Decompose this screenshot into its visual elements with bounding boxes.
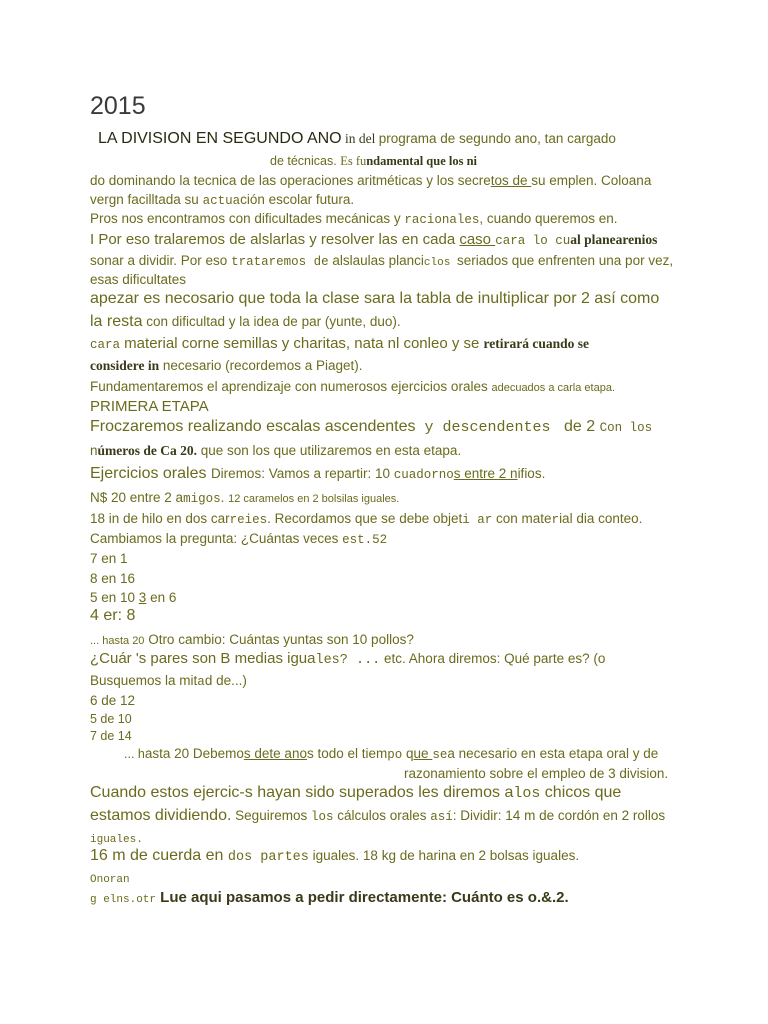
text-seg: en 6 [146,590,177,605]
text-seg: 7 de 14 [90,729,132,743]
text-seg: migos [183,492,221,506]
text-seg: Diremos: Vamos a repartir: 10 [210,466,394,481]
text-seg: la resta [90,313,143,330]
text-seg: Lue aqui pasamos a pedir directamente: Cuánto es o.&.2. [156,889,569,906]
text-seg: de técnicas. [270,154,341,168]
text-seg: i ar [462,513,493,527]
text-seg: a necesario en esta etapa oral y de [447,746,659,761]
text-seg: apezar es necosario que toda la clase sara la tabla de inultiplicar por 2 así como [90,290,660,307]
text-seg: r [551,513,560,527]
text-seg: necesario (recordemos a Piaget). [159,358,363,373]
text-seg: po [387,748,403,762]
text-seg: iguales. [90,834,143,846]
text-seg: ... h [124,747,145,761]
text-line-33 [90,784,621,802]
text-seg: que son los que utilizaremos en esta [197,443,424,458]
text-seg: s dete ano [243,746,307,761]
text-line-3 [90,172,651,190]
text-seg: vergn facilltada su [90,192,203,207]
text-seg: ndamental que los ni [366,154,478,168]
text-seg: y descendentes [415,419,560,436]
text-seg: Ejercicios orales [90,465,211,482]
text-seg: con dificultad y la idea de par (yunte, duo). [142,314,401,329]
text-seg: 3 [138,590,147,605]
text-seg: Froczaremos realizando escalas ascendentes [90,418,416,435]
text-seg: reies [229,513,268,527]
text-seg: etapa. [423,443,462,458]
text-line-35 [90,829,143,847]
text-seg: . Recordamos que se debe objet [267,511,463,526]
text-line-1 [98,130,616,148]
text-seg: 5 en 10 [90,590,139,605]
text-line-20 [90,530,387,548]
text-seg: iguales. 18 kg de harina en 2 bolsas iguales. [308,848,580,863]
text-line-5 [90,210,618,228]
text-seg: 4 er: 8 [90,607,136,624]
text-line-30 [90,727,132,745]
text-line-32 [404,765,668,783]
text-seg: cara lo cu [495,234,571,248]
text-line-15 [90,418,652,436]
text-seg: su emplen. Coloana [531,173,652,188]
text-seg: así [430,810,453,824]
text-line-2 [270,152,477,170]
text-seg: trataremos de [231,255,329,269]
text-seg: racionales [404,213,480,227]
text-line-6 [90,231,657,249]
text-line-16 [90,442,461,460]
text-seg: cuadorno [393,468,454,482]
text-line-28 [90,692,135,710]
text-seg: 18 in de hilo en dos car [90,511,230,526]
text-seg: seriados que enfrenten una por vez, [456,253,674,268]
title-text: LA DIVISION EN SEGUNDO ANO [98,130,342,147]
text-seg: actua [202,194,241,208]
text-seg: al planearenios [570,232,658,247]
text-seg: n [90,443,98,458]
text-line-25 [90,631,414,649]
year-heading: 2015 [90,92,146,120]
text-line-26 [90,650,605,669]
text-seg: ue [413,746,433,761]
text-seg: considere in [90,358,160,373]
text-line-9 [90,290,659,308]
text-seg: etc. Ahora diremos: Qué parte es? (o [380,651,606,666]
text-seg: 8 en 16 [90,571,136,586]
text-seg: 6 de 12 [90,693,136,708]
text-line-21 [90,550,128,568]
text-line-29 [90,710,132,728]
text-seg: adecuados a carla etapa. [491,382,616,394]
text-seg: Cambiamos la pregunta: ¿Cuántas veces [90,531,343,546]
text-seg: estamos dividiendo. [90,807,232,824]
text-line-13 [90,378,615,396]
text-seg: q [402,746,414,761]
text-seg: d de...) [204,673,247,688]
text-seg: Seguiremos [231,808,311,823]
text-seg: programa de segundo ano, tan cargado [378,131,616,146]
text-seg: Cuando estos ejercic-s hayan sido superados les diremos a [90,784,514,801]
text-line-27 [90,672,247,690]
text-seg: los [310,810,334,824]
text-seg: los [513,785,541,802]
text-seg: asta 20 Debemo [144,746,244,761]
text-line-18 [90,489,399,507]
text-seg: retirará cuando se [483,336,589,351]
text-seg: con mate [492,511,552,526]
text-seg: Otro cambio: Cuántas yuntas son 10 pollos? [144,632,414,647]
text-seg: cálculos orales [333,808,431,823]
text-seg: 5 de 10 [90,712,132,726]
text-seg: esas dificultates [90,272,187,287]
text-seg: Fundamentaremos el aprendizaje con numerosos ejercicios orales [90,379,492,394]
text-seg: ción escolar futura. [240,192,355,207]
text-seg: do dominando la tecnica de las operaciones aritméticas y los secre [90,173,491,188]
text-line-4 [90,191,354,209]
text-line-34 [90,807,665,825]
text-line-36 [90,847,579,866]
text-seg: ... hasta 20 [90,635,145,647]
text-line-24 [90,607,135,625]
text-line-8 [90,271,186,289]
text-line-38 [90,889,569,907]
text-seg: Pros nos encontramos con dificultades mecánicas y [90,211,405,226]
text-seg: Onoran [90,874,130,886]
text-seg: Es fu [340,154,367,168]
text-seg: 12 caramelos en 2 bolsilas iguales. [228,493,400,505]
text-seg: ¿Cuár 's pares son B medias igua [90,650,316,667]
text-seg: g elns.otr [90,894,157,906]
text-seg: : Dividir: 14 m de cordón en 2 rollos [452,808,666,823]
text-line-17 [90,465,545,483]
text-seg: Con los [599,421,653,435]
text-line-37 [90,869,130,887]
text-seg: úmeros de Ca 20. [97,443,198,458]
text-seg: 7 en 1 [90,551,128,566]
text-line-12 [90,357,362,375]
text-line-22 [90,570,135,588]
text-seg: N$ 20 entre 2 a [90,490,184,505]
text-seg: a [197,675,205,689]
text-line-19 [90,510,642,528]
text-seg: I Por eso tralaremos de alslarlas y resolver las en cada [90,231,460,248]
text-seg: se [432,748,448,762]
text-seg: . [220,490,229,505]
text-line-23 [90,589,176,607]
section-heading [90,398,209,416]
text-seg: ial dia conteo. [559,511,643,526]
text-seg: s entre 2 n [453,466,518,481]
text-seg: de 2 [559,418,600,435]
text-seg: est.52 [342,533,388,547]
text-seg: sonar a dividir. Por eso [90,253,232,268]
text-seg: dos partes [227,850,309,865]
text-seg: 16 m de cuerda en [90,847,228,864]
text-seg: material corne semillas y charitas, nata nl conleo y se [120,335,484,352]
text-seg: PRIMERA ETAPA [90,398,209,415]
text-seg: , cuando queremos en. [479,211,618,226]
text-line-10 [90,313,401,331]
text-seg: alslaulas planci [328,253,424,268]
text-seg: cara [90,338,121,352]
text-seg: Busquemos la mit [90,673,198,688]
text-seg: chicos que [540,784,622,801]
text-seg: les? ... [315,653,381,668]
text-seg: ifios. [517,466,546,481]
text-line-31 [124,745,658,763]
text-line-7 [90,252,673,270]
text-seg: caso [459,231,496,248]
text-line-11 [90,335,589,353]
text-seg: tos de [490,173,532,188]
text-seg: clos [423,257,457,269]
text-seg: in del [341,131,379,146]
text-seg: s todo el tiem [306,746,388,761]
text-seg: razonamiento sobre el empleo de 3 division. [404,766,669,781]
